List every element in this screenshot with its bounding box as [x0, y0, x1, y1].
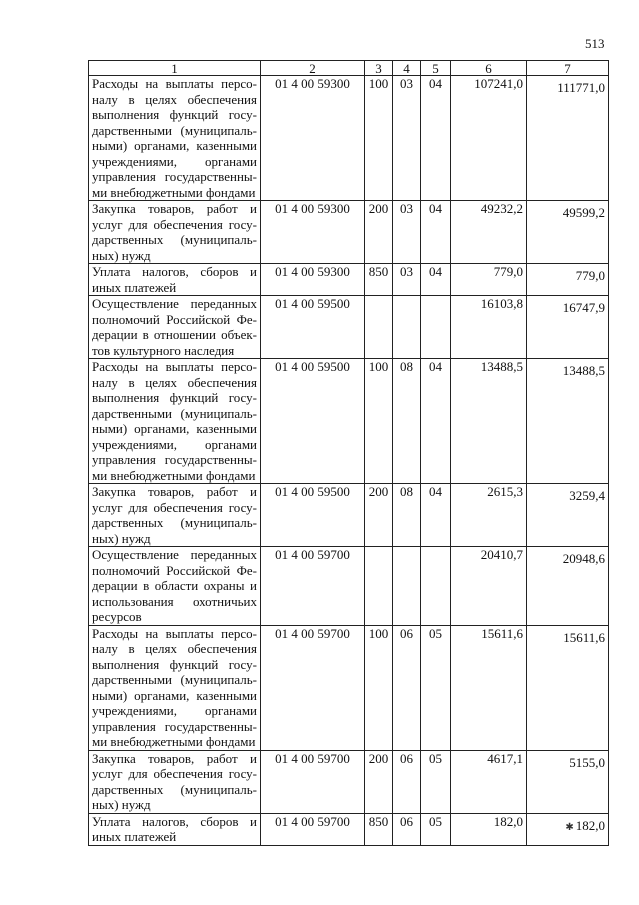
row-col-3: 100	[365, 625, 393, 750]
row-col-5: 04	[421, 264, 451, 296]
row-code: 01 4 00 59700	[261, 750, 365, 813]
row-col-4: 06	[393, 750, 421, 813]
row-col-5	[421, 547, 451, 626]
table-row	[89, 296, 609, 359]
row-code: 01 4 00 59300	[261, 201, 365, 264]
row-amount-7: 5155,0	[527, 750, 609, 813]
row-col-5	[421, 296, 451, 359]
row-amount-6: 20410,7	[451, 547, 527, 626]
header-col-5: 5	[421, 61, 451, 76]
row-col-4: 03	[393, 76, 421, 201]
header-col-7: 7	[527, 61, 609, 76]
table-row	[89, 547, 609, 626]
row-amount-6: 2615,3	[451, 484, 527, 547]
row-name: Закупка товаров, работ и услуг для обеспечения госу-дарственных (муниципаль-ных) нужд	[89, 750, 261, 813]
row-amount-7: 16747,9	[527, 296, 609, 359]
row-name: Расходы на выплаты персо-налу в целях обеспечения выполнения функций госу-дарственными (муниципаль-ными) органами, казенными учреждениями, органами управления государственны-ми внебюджетными фондами	[89, 359, 261, 484]
row-col-4: 06	[393, 625, 421, 750]
row-amount-7: 15611,6	[527, 625, 609, 750]
row-amount-6: 779,0	[451, 264, 527, 296]
row-amount-6: 4617,1	[451, 750, 527, 813]
header-col-2: 2	[261, 61, 365, 76]
row-name: Расходы на выплаты персо-налу в целях обеспечения выполнения функций госу-дарственными (муниципаль-ными) органами, казенными учреждениями, органами управления государственны-ми внебюджетными фондами	[89, 625, 261, 750]
row-code: 01 4 00 59500	[261, 484, 365, 547]
row-code: 01 4 00 59500	[261, 359, 365, 484]
row-col-3: 100	[365, 76, 393, 201]
row-col-4	[393, 547, 421, 626]
header-col-3: 3	[365, 61, 393, 76]
row-code: 01 4 00 59700	[261, 813, 365, 845]
table-body	[89, 76, 609, 846]
row-col-3: 200	[365, 484, 393, 547]
table-row	[89, 264, 609, 296]
table-row	[89, 750, 609, 813]
row-name: Закупка товаров, работ и услуг для обеспечения госу-дарственных (муниципаль-ных) нужд	[89, 484, 261, 547]
row-name: Осуществление переданных полномочий Российской Фе-дерации в области охраны и использования охотничьих ресурсов	[89, 547, 261, 626]
table-row	[89, 359, 609, 484]
row-col-3: 200	[365, 750, 393, 813]
row-amount-7-value: 182,0	[575, 817, 605, 833]
row-amount-6: 49232,2	[451, 201, 527, 264]
row-col-5: 04	[421, 201, 451, 264]
row-name: Уплата налогов, сборов и иных платежей	[89, 264, 261, 296]
row-amount-7: 3259,4	[527, 484, 609, 547]
row-amount-7: 111771,0	[527, 76, 609, 201]
table-row	[89, 813, 609, 845]
row-col-3: 850	[365, 813, 393, 845]
row-code: 01 4 00 59500	[261, 296, 365, 359]
row-name: Закупка товаров, работ и услуг для обеспечения госу-дарственных (муниципаль-ных) нужд	[89, 201, 261, 264]
row-amount-6: 15611,6	[451, 625, 527, 750]
pencil-mark-icon: ✱	[565, 821, 574, 833]
row-col-3: 100	[365, 359, 393, 484]
row-name: Уплата налогов, сборов и иных платежей	[89, 813, 261, 845]
row-col-5: 05	[421, 750, 451, 813]
row-col-4: 08	[393, 484, 421, 547]
row-code: 01 4 00 59700	[261, 625, 365, 750]
row-code: 01 4 00 59300	[261, 264, 365, 296]
row-name: Осуществление переданных полномочий Российской Фе-дерации в отношении объек-тов культурного наследия	[89, 296, 261, 359]
page-number: 513	[585, 36, 605, 51]
row-col-5: 04	[421, 76, 451, 201]
row-amount-7: 49599,2	[527, 201, 609, 264]
table-header	[89, 61, 609, 76]
row-amount-6: 13488,5	[451, 359, 527, 484]
row-col-3	[365, 296, 393, 359]
row-col-3: 850	[365, 264, 393, 296]
row-name: Расходы на выплаты персо-налу в целях обеспечения выполнения функций госу-дарственными (муниципаль-ными) органами, казенными учреждениями, органами управления государственны-ми внебюджетными фондами	[89, 76, 261, 201]
row-col-4: 03	[393, 201, 421, 264]
row-col-4	[393, 296, 421, 359]
row-col-5: 04	[421, 484, 451, 547]
row-col-4: 03	[393, 264, 421, 296]
budget-table	[88, 60, 609, 846]
row-amount-6: 16103,8	[451, 296, 527, 359]
row-amount-7: 13488,5	[527, 359, 609, 484]
row-col-4: 08	[393, 359, 421, 484]
row-code: 01 4 00 59300	[261, 76, 365, 201]
header-col-6: 6	[451, 61, 527, 76]
table-row	[89, 76, 609, 201]
row-code: 01 4 00 59700	[261, 547, 365, 626]
row-col-5: 05	[421, 625, 451, 750]
table-row	[89, 625, 609, 750]
row-amount-7: 779,0	[527, 264, 609, 296]
row-col-5: 05	[421, 813, 451, 845]
table-row	[89, 484, 609, 547]
row-amount-7	[527, 813, 609, 845]
row-amount-6: 182,0	[451, 813, 527, 845]
header-row	[89, 61, 609, 76]
header-col-1: 1	[89, 61, 261, 76]
row-col-3: 200	[365, 201, 393, 264]
table-row	[89, 201, 609, 264]
row-col-5: 04	[421, 359, 451, 484]
row-col-3	[365, 547, 393, 626]
row-amount-7: 20948,6	[527, 547, 609, 626]
row-col-4: 06	[393, 813, 421, 845]
row-amount-6: 107241,0	[451, 76, 527, 201]
header-col-4: 4	[393, 61, 421, 76]
